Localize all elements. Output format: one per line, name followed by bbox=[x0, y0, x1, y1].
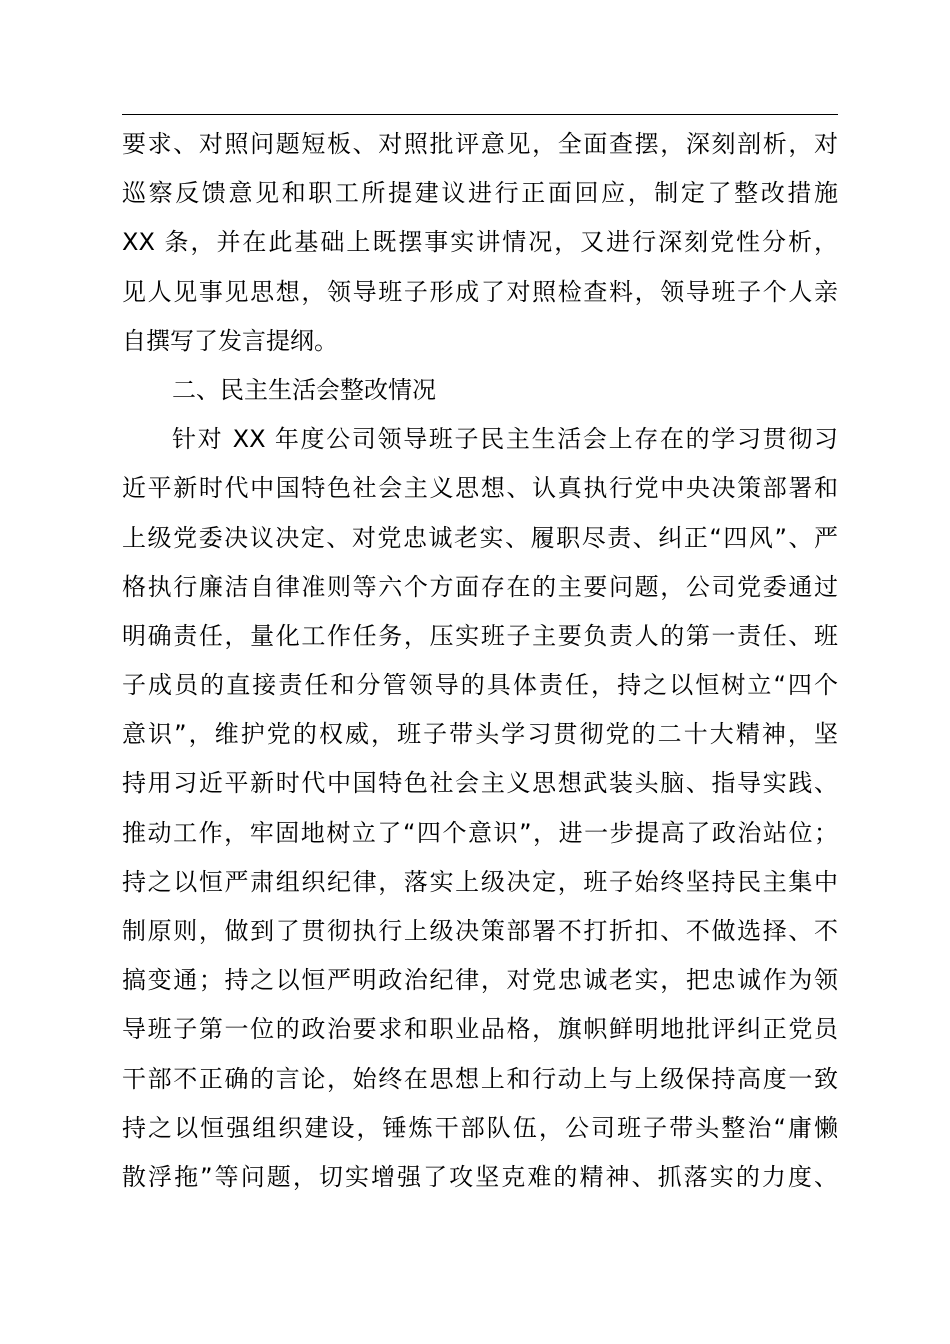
text-line: 持之以恒强组织建设，锤炼干部队伍，公司班子带头整治“庸懒 bbox=[122, 1113, 838, 1142]
text-line: 见人见事见思想，领导班子形成了对照检查料，领导班子个人亲 bbox=[122, 277, 838, 306]
section-heading: 二、民主生活会整改情况 bbox=[172, 375, 436, 404]
text-line: XX 条，并在此基础上既摆事实讲情况，又进行深刻党性分析， bbox=[122, 228, 838, 257]
text-line: 推动工作，牢固地树立了“四个意识”，进一步提高了政治站位； bbox=[122, 818, 838, 847]
text-line: 近平新时代中国特色社会主义思想、认真执行党中央决策部署和 bbox=[122, 474, 838, 503]
text-line: 格执行廉洁自律准则等六个方面存在的主要问题，公司党委通过 bbox=[122, 572, 838, 601]
document-body bbox=[122, 120, 838, 1202]
text-line: 上级党委决议决定、对党忠诚老实、履职尽责、纠正“四风”、严 bbox=[122, 523, 838, 552]
text-line: 持之以恒严肃组织纪律，落实上级决定，班子始终坚持民主集中 bbox=[122, 867, 838, 896]
text-line: 导班子第一位的政治要求和职业品格，旗帜鲜明地批评纠正党员 bbox=[122, 1015, 838, 1044]
text-line: 针对 XX 年度公司领导班子民主生活会上存在的学习贯彻习 bbox=[172, 425, 838, 454]
text-line: 巡察反馈意见和职工所提建议进行正面回应，制定了整改措施 bbox=[122, 179, 838, 208]
text-line: 子成员的直接责任和分管领导的具体责任，持之以恒树立“四个 bbox=[122, 671, 838, 700]
text-line: 搞变通；持之以恒严明政治纪律，对党忠诚老实，把忠诚作为领 bbox=[122, 966, 838, 995]
text-line: 意识”，维护党的权威，班子带头学习贯彻党的二十大精神，坚 bbox=[122, 720, 838, 749]
text-line: 要求、对照问题短板、对照批评意见，全面查摆，深刻剖析，对 bbox=[122, 130, 838, 158]
text-line: 散浮拖”等问题，切实增强了攻坚克难的精神、抓落实的力度、 bbox=[122, 1162, 838, 1191]
text-line: 明确责任，量化工作任务，压实班子主要负责人的第一责任、班 bbox=[122, 621, 838, 650]
text-line: 持用习近平新时代中国特色社会主义思想武装头脑、指导实践、 bbox=[122, 769, 838, 798]
text-line: 制原则，做到了贯彻执行上级决策部署不打折扣、不做选择、不 bbox=[122, 917, 838, 945]
header-rule bbox=[122, 114, 838, 115]
text-line: 干部不正确的言论，始终在思想上和行动上与上级保持高度一致 bbox=[122, 1064, 838, 1093]
text-line: 自撰写了发言提纲。 bbox=[122, 326, 338, 355]
